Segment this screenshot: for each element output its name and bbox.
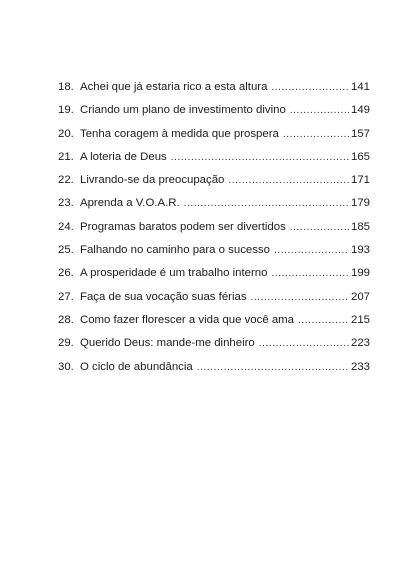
page-number: 207: [350, 290, 370, 303]
dot-leader: [298, 309, 349, 332]
dot-leader: [283, 123, 349, 146]
chapter-title: Livrando-se da preocupação: [80, 174, 225, 187]
chapter-number: 22.: [58, 174, 74, 187]
toc-entry: [58, 356, 370, 379]
toc-entry: [58, 262, 370, 285]
chapter-title: A prosperidade é um trabalho interno: [80, 267, 268, 280]
toc-entry: [58, 309, 370, 332]
toc-entry: [58, 76, 370, 99]
chapter-title: Tenha coragem à medida que prospera: [80, 127, 279, 140]
toc-entry: [58, 146, 370, 169]
chapter-title: Como fazer florescer a vida que você ama: [80, 313, 294, 326]
page-number: 149: [350, 104, 370, 117]
chapter-number: 26.: [58, 267, 74, 280]
chapter-number: 27.: [58, 290, 74, 303]
toc-entry: [58, 169, 370, 192]
chapter-number: 19.: [58, 104, 74, 117]
dot-leader: [259, 332, 349, 355]
chapter-title: Criando um plano de investimento divino: [80, 104, 286, 117]
toc-entry: [58, 192, 370, 215]
chapter-title: O ciclo de abundância: [80, 360, 193, 373]
dot-leader: [197, 356, 349, 379]
dot-leader: [251, 286, 349, 309]
page-number: 141: [350, 81, 370, 93]
page-number: 157: [350, 127, 370, 140]
chapter-title: Programas baratos podem ser divertidos: [80, 220, 286, 233]
chapter-number: 20.: [58, 127, 74, 140]
page-number: 193: [350, 244, 370, 257]
page-number: 179: [350, 197, 370, 210]
chapter-number: 25.: [58, 244, 74, 257]
chapter-number: 29.: [58, 337, 74, 350]
chapter-number: 24.: [58, 220, 74, 233]
chapter-number: 30.: [58, 360, 74, 373]
dot-leader: [171, 146, 349, 169]
dot-leader: [271, 76, 349, 99]
chapter-title: Querido Deus: mande-me dinheiro: [80, 337, 255, 350]
page-number: 223: [350, 337, 370, 350]
toc-entry: [58, 123, 370, 146]
chapter-number: 28.: [58, 313, 74, 326]
dot-leader: [290, 99, 349, 122]
dot-leader: [271, 262, 349, 285]
toc-entry: [58, 239, 370, 262]
chapter-title: Achei que já estaria rico a esta altura: [80, 81, 268, 93]
chapter-title: A loteria de Deus: [80, 150, 167, 163]
table-of-contents: [58, 76, 370, 379]
toc-entry: [58, 332, 370, 355]
chapter-number: 21.: [58, 150, 74, 163]
dot-leader: [184, 192, 349, 215]
dot-leader: [228, 169, 349, 192]
page-number: 199: [350, 267, 370, 280]
chapter-title: Aprenda a V.O.A.R.: [80, 197, 180, 210]
dot-leader: [274, 239, 349, 262]
page-number: 215: [350, 313, 370, 326]
dot-leader: [290, 216, 349, 239]
toc-entry: [58, 286, 370, 309]
chapter-title: Falhando no caminho para o sucesso: [80, 244, 270, 257]
page-number: 185: [350, 220, 370, 233]
chapter-number: 18.: [58, 81, 74, 93]
page-number: 171: [350, 174, 370, 187]
chapter-number: 23.: [58, 197, 74, 210]
toc-entry: [58, 216, 370, 239]
toc-entry: [58, 99, 370, 122]
chapter-title: Faça de sua vocação suas férias: [80, 290, 247, 303]
page-number: 233: [350, 360, 370, 373]
page-number: 165: [350, 150, 370, 163]
